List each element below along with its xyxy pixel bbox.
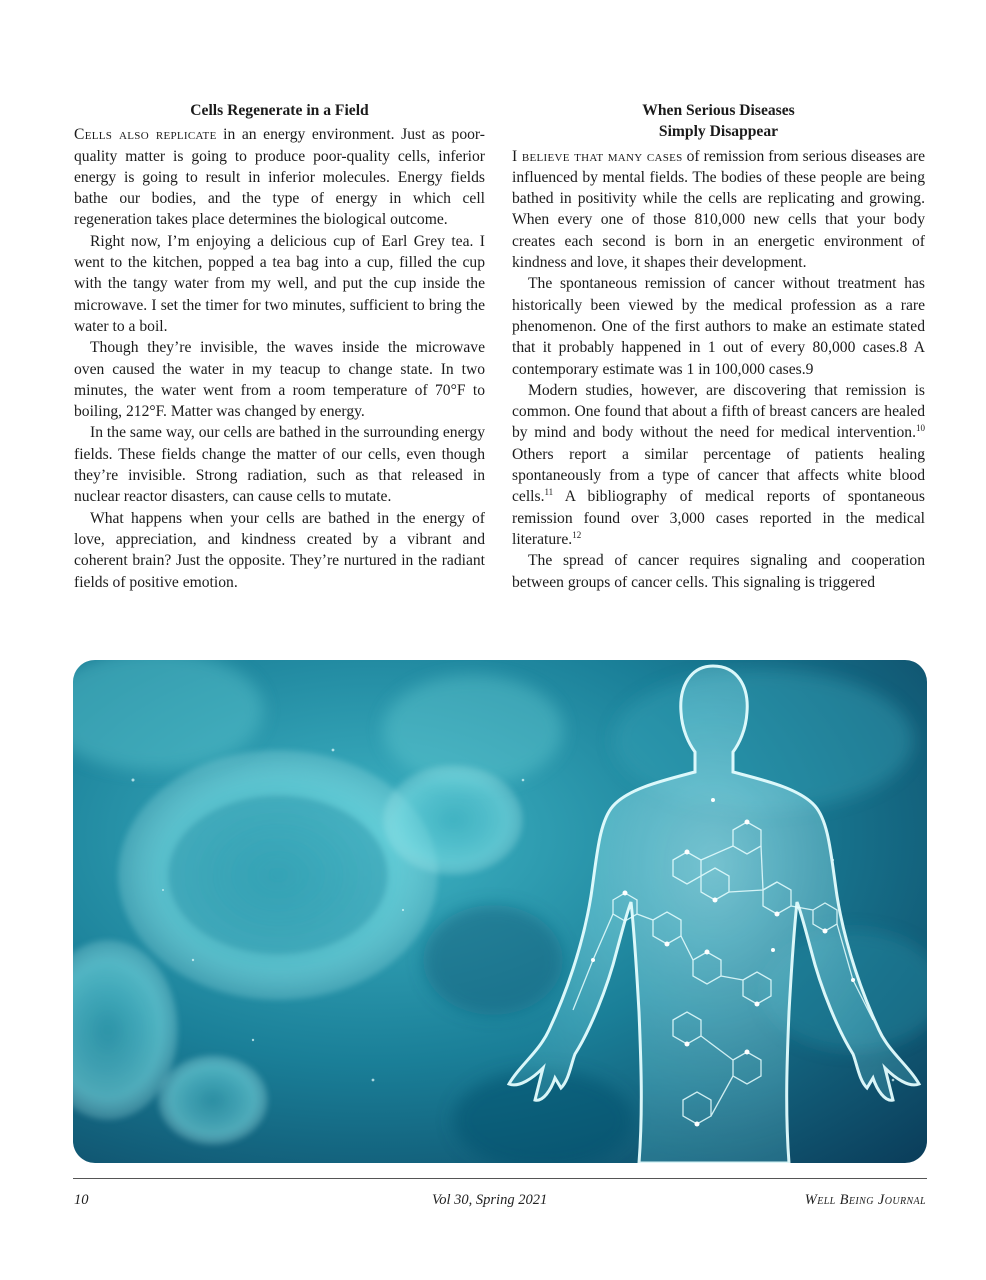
- lead-in: Cells also replicate: [74, 126, 217, 144]
- paragraph: In the same way, our cells are bathed in the surrounding energy fields. These fields change the matter of our cells, even though they’re invisible. Strong radiation, such as that released in nuclear reactor disasters, can cause cells to mutate.: [74, 424, 485, 506]
- paragraph: What happens when your cells are bathed in the energy of love, appreciation, and kindness created by a vibrant and coherent brain? Just the opposite. They’re nurtured in the radiant fields of positive emotion.: [74, 509, 485, 591]
- section-heading-diseases-disappear: [512, 100, 925, 143]
- footnote-ref: 11: [544, 487, 554, 498]
- paragraph: The spontaneous remission of cancer without treatment has historically been viewed by the medical profession as a rare phenomenon. One of the first authors to make an estimate stated that it probably happened in 1 out of every 80,000 cases.8 A contemporary estimate was 1 in 100,000 cases.9: [512, 275, 925, 378]
- human-body-cells-illustration: [73, 660, 927, 1163]
- heading-line-2: Simply Disappear: [658, 123, 779, 141]
- paragraph-text: Modern studies, however, are discovering that remission is common. One found that about a fifth of breast cancers are healed by mind and body without the need for medical intervention.: [512, 381, 925, 442]
- paragraph: [512, 380, 925, 550]
- paragraph-text: of remission from serious diseases are influenced by mental fields. The bodies of these people are being bathed in positivity while the cells are replicating and growing. When every one of those 810,000 new cells that your body creates each second is born in an energetic environment of kindness and love, it shapes their development.: [512, 147, 925, 272]
- footnote-ref: 12: [572, 529, 582, 540]
- journal-name: Well Being Journal: [804, 1192, 926, 1208]
- paragraph: Right now, I’m enjoying a delicious cup of Earl Grey tea. I went to the kitchen, popped a tea bag into a cup, filled the cup with the tangy water from my well, and put the cup inside the microwave. I set the timer for two minutes, sufficient to bring the water to a boil.: [74, 232, 485, 335]
- paragraph-text: A bibliography of medical reports of spontaneous remission found over 3,000 cases reported in the medical literature.: [512, 488, 925, 548]
- footer-divider: [73, 1178, 927, 1179]
- section-heading-cells-regenerate: Cells Regenerate in a Field: [190, 102, 369, 119]
- paragraph: Though they’re invisible, the waves inside the microwave oven caused the water in my teacup to change state. In two minutes, the water went from a room temperature of 70°F to boiling, 212°F. Matter was changed by energy.: [74, 339, 485, 421]
- paragraph-text: in an energy environment. Just as poor-quality matter is going to produce poor-quality cells, inferior energy is going to result in inferior molecules. Energy fields bathe our bodies, and the type of energy in which cell regeneration takes place determines the biological outcome.: [74, 126, 485, 229]
- paragraph: [74, 124, 485, 230]
- left-column: [74, 100, 485, 593]
- issue-info: Vol 30, Spring 2021: [432, 1192, 548, 1208]
- heading-line-1: When Serious Diseases: [642, 102, 795, 119]
- right-column: [512, 100, 925, 593]
- footnote-ref: 10: [916, 423, 925, 434]
- paragraph-text: Others report a similar percentage of patients healing spontaneously from a type of cancer that affects white blood cells.: [512, 445, 925, 506]
- page-number: 10: [74, 1192, 89, 1208]
- lead-in: I believe that many cases: [512, 147, 683, 165]
- paragraph: The spread of cancer requires signaling and cooperation between groups of cancer cells. This signaling is triggered: [512, 552, 925, 591]
- paragraph: [512, 146, 925, 274]
